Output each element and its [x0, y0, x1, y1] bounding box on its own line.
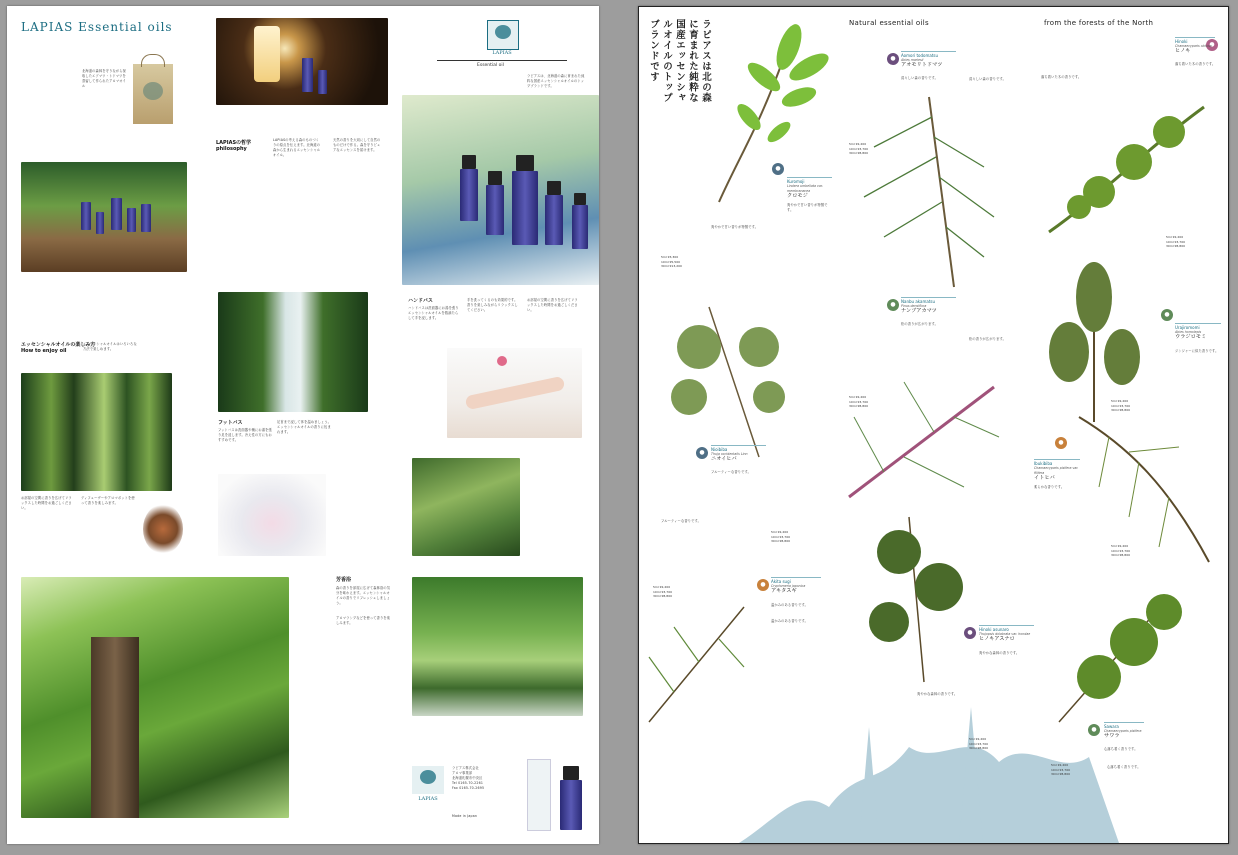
waterfall-photo [218, 292, 368, 412]
itohiba-desc: 柔らかな香りです。 [1034, 485, 1065, 489]
sawara-icon: ● [1088, 724, 1100, 736]
ravine-photo [412, 577, 583, 716]
hinoki-asunaro-price: 5ml ¥2,200 10ml ¥3,700 30ml ¥8,800 [969, 737, 989, 750]
kuromoji-price: 5ml ¥3,300 10ml ¥5,500 30ml ¥13,200 [661, 255, 682, 268]
itohiba-label: Ibukibiba Chamaecyparis pisifera var. filifera イトヒバ [1034, 461, 1079, 481]
birch-forest-photo [21, 373, 172, 491]
handbath-text-2: 手を洗ってくるのも効果的です。香りを楽しみながらリラックスしてください。 [467, 298, 518, 312]
hinoki-asunaro-desc: 爽やかな森林の香りです。 [979, 651, 1020, 655]
philosophy-text-1: LAPIASの考える森のものづくりの原点を伝えます。北海道の森から生まれるエッセンシャルオイル。 [273, 138, 321, 157]
nanbu-akamatsu-price: 5ml ¥2,200 10ml ¥3,700 30ml ¥8,800 [849, 395, 869, 408]
misc-text-2: ディフューザーやアロマポットを使って香りを楽しみます。 [81, 496, 135, 505]
brand-text: ラピアスは、北海道の森に育まれた純粋な国産エッセンシャルオイルのトップブランドです。 [527, 74, 585, 88]
sawara-price: 5ml ¥2,200 10ml ¥3,700 30ml ¥8,800 [1051, 763, 1071, 776]
akita-sugi-illustration [644, 597, 754, 727]
footer-logo-icon [412, 766, 444, 794]
hinoki-asunaro-label: Hinoki asunaro Thujopsis dolabrata var. hondae ヒノキアスナロ [979, 625, 1034, 642]
header-natural-oils: Natural essential oils [849, 19, 929, 27]
product-box-photo [527, 759, 551, 831]
essential-oil-label: Essential oil [477, 63, 504, 68]
sawara-label: Sawara Chamaecyparis pisifera サワラ [1104, 722, 1144, 739]
urajiromomi-icon: ● [1161, 309, 1173, 321]
aroma-bath-text: 森の香りを部屋に広げて森林浴の気分を味わえます。エッセンシャルオイルの香りでリフレッシュしましょう。 [336, 586, 391, 605]
handbath-text: ハンドバスは洗面器にお湯を張りエッセンシャルオイルを数滴たらして手を浸します。 [408, 306, 459, 320]
kuromoji-text: 爽やかで甘い香りが特徴です。 [711, 225, 759, 229]
aomori-todomatsu-price: 5ml ¥2,200 10ml ¥3,700 30ml ¥8,800 [849, 142, 869, 155]
foot-bowl-photo [218, 474, 326, 556]
nioibiba-text: フルーティーな香りです。 [661, 519, 702, 523]
vertical-copy: ラピアスは北の森に育まれた純粋な国産エッセンシャルオイルのトップブランドです [648, 19, 711, 103]
howto-heading: エッセンシャルオイルの楽しみ方 How to enjoy oil [21, 342, 96, 354]
handbath-heading: ハンドバス [408, 298, 433, 304]
aroma-bath-text-2: アロマランプなどを使って香りを楽しみます。 [336, 616, 391, 625]
hinoki-illustration [1039, 87, 1209, 237]
nioibiba-illustration [649, 287, 809, 457]
philosophy-text-2: 天然の香りを大切にして自然のものだけで作る。森を守りピュアなエッセンスを届けます。 [333, 138, 381, 152]
bag-caption: 北海道の森林を守りながら採取したエゾマツ・トドマツを蒸留して作られたアロマオイル [82, 69, 127, 88]
header-north-forests: from the forests of the North [1044, 19, 1154, 27]
footer-company: ラピアス株式会社 アロマ事業部 北海道札幌市中央区 Tel 0165-70-2261 Fax 0165-70-2695 [452, 766, 485, 790]
hinoki-asunaro-illustration [849, 507, 979, 687]
brochure-title: LAPIAS Essential oils [21, 20, 173, 34]
itohiba-icon: ● [1055, 437, 1067, 449]
hinoki-asunaro-text: 爽やかな森林の香りです。 [917, 692, 958, 696]
akita-sugi-desc: 温かみのある香りです。 [771, 603, 809, 607]
stump-bottles-photo [21, 162, 187, 272]
urajiromomi-price: 5ml ¥2,200 10ml ¥3,700 30ml ¥8,800 [1111, 399, 1131, 412]
hinoki-asunaro-icon: ● [964, 627, 976, 639]
philosophy-heading: LAPIASの哲学 philosophy [216, 140, 252, 152]
nanbu-akamatsu-icon: ● [887, 299, 899, 311]
nanbu-akamatsu-label: Nanbu akamatsu Pinus densiflora ナンブアカマツ [901, 297, 956, 314]
footbath-heading: フットバス [218, 420, 243, 426]
brochure-page-left [7, 6, 599, 844]
howto-text: エッセンシャルオイルはいろいろな方法で楽しめます。 [83, 342, 137, 351]
nioibiba-price: 5ml ¥2,200 10ml ¥3,700 30ml ¥8,800 [771, 530, 791, 543]
urajiromomi-illustration [1034, 257, 1154, 427]
forest-worker-photo [412, 458, 520, 556]
kuromoji-desc: 爽やかで甘い香りが特徴です。 [787, 203, 828, 212]
aomori-todomatsu-illustration [854, 77, 1004, 287]
kuromoji-label: Kuromoji Lindera umbellata var. membranacea クロモジ [787, 177, 832, 199]
akita-sugi-price: 5ml ¥2,200 10ml ¥3,700 30ml ¥8,800 [653, 585, 673, 598]
itohiba-price: 5ml ¥2,200 10ml ¥3,700 30ml ¥8,800 [1111, 544, 1131, 557]
nioibiba-desc: フルーティーな香りです。 [711, 470, 752, 474]
potpourri-photo [143, 504, 183, 554]
lapias-logo-icon [487, 20, 519, 50]
footbath-text-2: 足首まで浸して体を温めましょう。エッセンシャルオイルの香りに包まれます。 [277, 420, 332, 434]
misc-text: お部屋の空間に香りを広げてリラックスした時間をお過ごしください。 [21, 496, 72, 510]
aomori-todomatsu-icon: ● [887, 53, 899, 65]
nioibiba-label: Nioibiba Thuja occidentalis Linn ニオイヒバ [711, 445, 766, 462]
nanbu-akamatsu-desc: 松の香りが広がります。 [901, 322, 939, 326]
hinoki-label: Hinoki Chamaecyparis obtusa ヒノキ [1175, 37, 1215, 54]
big-tree-photo [21, 577, 289, 818]
hinoki-desc: 落ち着いた木の香りです。 [1175, 62, 1216, 66]
sawara-text: 心落ち着く香りです。 [1107, 765, 1141, 769]
candle-aroma-photo [216, 18, 388, 105]
nanbu-akamatsu-text: 松の香りが広がります。 [969, 337, 1007, 341]
brand-name: LAPIAS [492, 50, 512, 56]
aroma-bath-heading: 芳香浴 [336, 577, 352, 583]
shopping-bag-photo [133, 64, 173, 124]
nioibiba-icon: ● [696, 447, 708, 459]
urajiromomi-label: Urajiromomi Abies homolepis ウラジロモミ [1175, 323, 1221, 340]
hinoki-price: 5ml ¥2,200 10ml ¥3,700 30ml ¥8,800 [1166, 235, 1186, 248]
footer-brand: LAPIAS [418, 796, 438, 802]
akita-sugi-text: 温かみのある香りです。 [771, 619, 809, 623]
bottles-table-photo [402, 95, 599, 285]
hinoki-text: 落ち着いた木の香りです。 [1041, 75, 1082, 79]
aomori-todomatsu-text: 清々しい森の香りです。 [969, 77, 1007, 81]
urajiromomi-desc: ジンジャーに似た香りです。 [1175, 349, 1219, 353]
handbath-text-3: お部屋の空間に香りを広げてリラックスした時間をお過ごしください。 [527, 298, 578, 312]
akita-sugi-icon: ● [757, 579, 769, 591]
product-bottle-photo [560, 780, 582, 830]
sawara-desc: 心落ち着く香りです。 [1104, 747, 1138, 751]
hinoki-icon: ● [1206, 39, 1218, 51]
footbath-text: フットバスは洗面器や桶にお湯を張り足を浸します。冷え性の方にもおすすめです。 [218, 428, 272, 442]
made-in-japan: Made in Japan [452, 814, 478, 818]
kuromoji-icon: ● [772, 163, 784, 175]
aomori-todomatsu-label: Aomori todomatsu Abies mariesii アオモリトドマツ [901, 51, 956, 68]
akita-sugi-label: Akita sugi Cryptomeria japonica アキタスギ [771, 577, 821, 594]
aomori-todomatsu-desc: 清々しい森の香りです。 [901, 76, 939, 80]
hand-massage-photo [447, 348, 582, 438]
brochure-page-right [638, 6, 1229, 844]
